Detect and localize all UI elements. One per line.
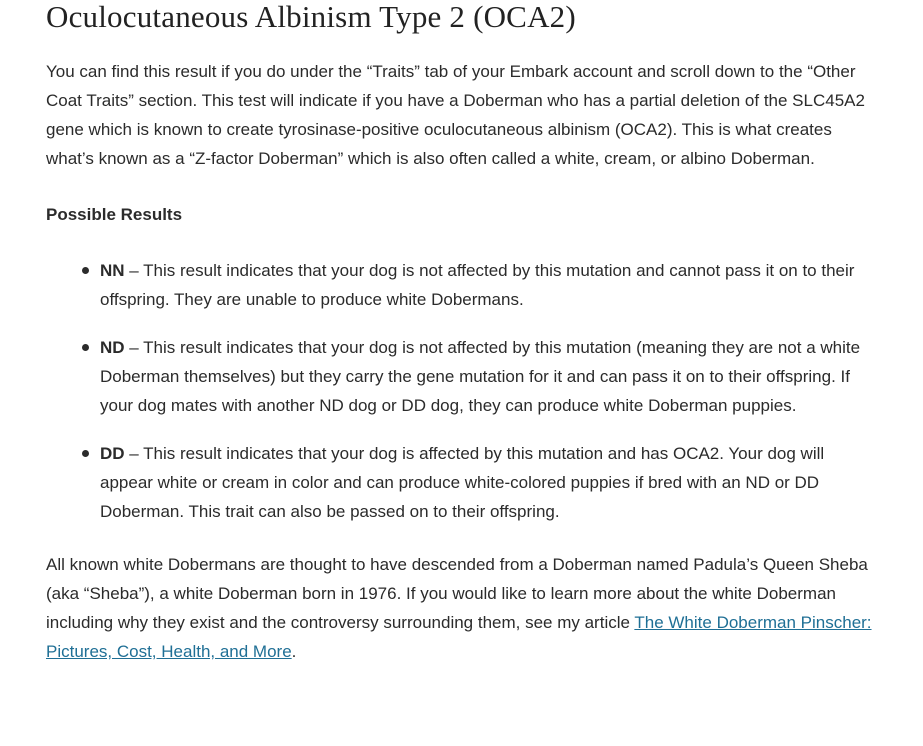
section-heading: Oculocutaneous Albinism Type 2 (OCA2) (46, 0, 576, 34)
result-code: ND (100, 338, 125, 357)
result-code: DD (100, 444, 125, 463)
list-item (46, 333, 881, 420)
bullet-icon (82, 450, 89, 457)
intro-paragraph: You can find this result if you do under the “Traits” tab of your Embark account and scroll down to the “Other Coat Traits” section. This test will indicate if you have a Doberman who has a partial deletion of the SLC45A2 gene which is known to create tyrosinase-positive oculocutaneous albinism (OCA2). This is what creates what’s known as a “Z-factor Doberman” which is also often called a white, cream, or albino Doberman. (46, 62, 865, 168)
closing-period: . (291, 642, 297, 661)
result-description: – This result indicates that your dog is affected by this mutation and has OCA2. Your dog will appear white or cream in color and can produce white-colored puppies if bred with an ND or DD Doberman. This trait can also be passed on to their offspring. (100, 444, 825, 521)
result-description: – This result indicates that your dog is not affected by this mutation and cannot pass it on to their offspring. They are unable to produce white Dobermans. (100, 261, 855, 309)
result-code: NN (100, 261, 125, 280)
result-description: – This result indicates that your dog is not affected by this mutation (meaning they are not a white Doberman themselves) but they carry the gene mutation for it and can pass it on to their offspring. If your dog mates with another ND dog or DD dog, they can produce white Doberman puppies. (100, 338, 861, 415)
bullet-icon (82, 267, 89, 274)
article-link[interactable]: The White Doberman Pinscher: Pictures, Cost, Health, and More (46, 613, 872, 661)
list-item (46, 439, 881, 526)
list-item (46, 256, 881, 314)
article-section (46, 0, 881, 666)
possible-results-heading: Possible Results (46, 205, 183, 224)
results-list (46, 256, 881, 526)
closing-paragraph (46, 550, 881, 666)
closing-text: All known white Dobermans are thought to have descended from a Doberman named Padula’s Queen Sheba (aka “Sheba”), a white Doberman born in 1976. If you would like to learn more about the white Doberman including why they exist and the controversy surrounding them, see my article (46, 555, 868, 632)
bullet-icon (82, 344, 89, 351)
